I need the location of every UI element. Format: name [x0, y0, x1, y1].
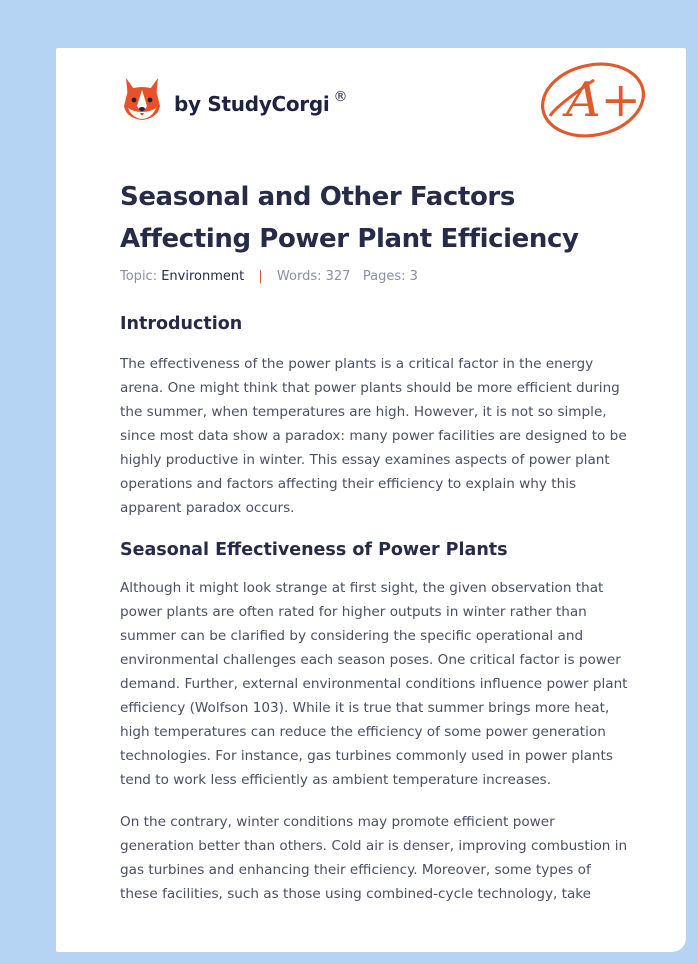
seasonal-paragraph-1: Although it might look strange at first sight, the given observation that power plants are often rated for higher outputs in winter rather than summer can be clarified by considering the specific operational and environmental challenges each season poses. One critical factor is power demand. Further, external environmental conditions influence power plant efficiency (Wolfson 103). While it is true that summer brings more heat, high temperatures can reduce the efficiency of some power generation technologies. For instance, gas turbines commonly used in power plants tend to work less efficiently as ambient temperature increases. — [120, 580, 628, 788]
document-page — [56, 48, 686, 952]
a-plus-grade-badge — [536, 56, 652, 146]
registered-mark: ® — [333, 89, 348, 105]
meta-separator: | — [258, 269, 263, 284]
studycorgi-logo[interactable] — [122, 76, 347, 122]
topic-label: Topic: — [120, 269, 158, 284]
essay-title: Seasonal and Other Factors Affecting Power Plant Efficiency — [120, 182, 579, 254]
pages-value: 3 — [409, 269, 418, 284]
brand-name: by StudyCorgi ® — [174, 89, 348, 116]
words-label: Words: — [276, 269, 322, 284]
words-value: 327 — [325, 269, 351, 284]
topic-link[interactable]: Environment — [161, 269, 245, 284]
grade-text: A+ — [566, 72, 641, 128]
introduction-paragraph: The effectiveness of the power plants is a critical factor in the energy arena. One might think that power plants should be more efficient during the summer, when temperatures are high. However, it is not so simple, since most data show a paradox: many power facilities are designed to be highly productive in winter. This essay examines aspects of power plant operations and factors affecting their efficiency to explain why this apparent paradox occurs. — [120, 356, 627, 516]
section-heading-seasonal: Seasonal Effectiveness of Power Plants — [120, 540, 508, 560]
essay-meta — [120, 269, 418, 284]
essay-body — [120, 312, 632, 906]
pages-label: Pages: — [362, 269, 406, 284]
seasonal-paragraph-2: On the contrary, winter conditions may promote efficient power generation better than others. Cold air is denser, improving combustion in gas turbines and enhancing their efficiency. Moreover, some types of these facilities, such as those using combined-cycle technology, take — [120, 814, 628, 902]
corgi-icon — [122, 76, 162, 122]
section-heading-introduction: Introduction — [120, 314, 243, 334]
